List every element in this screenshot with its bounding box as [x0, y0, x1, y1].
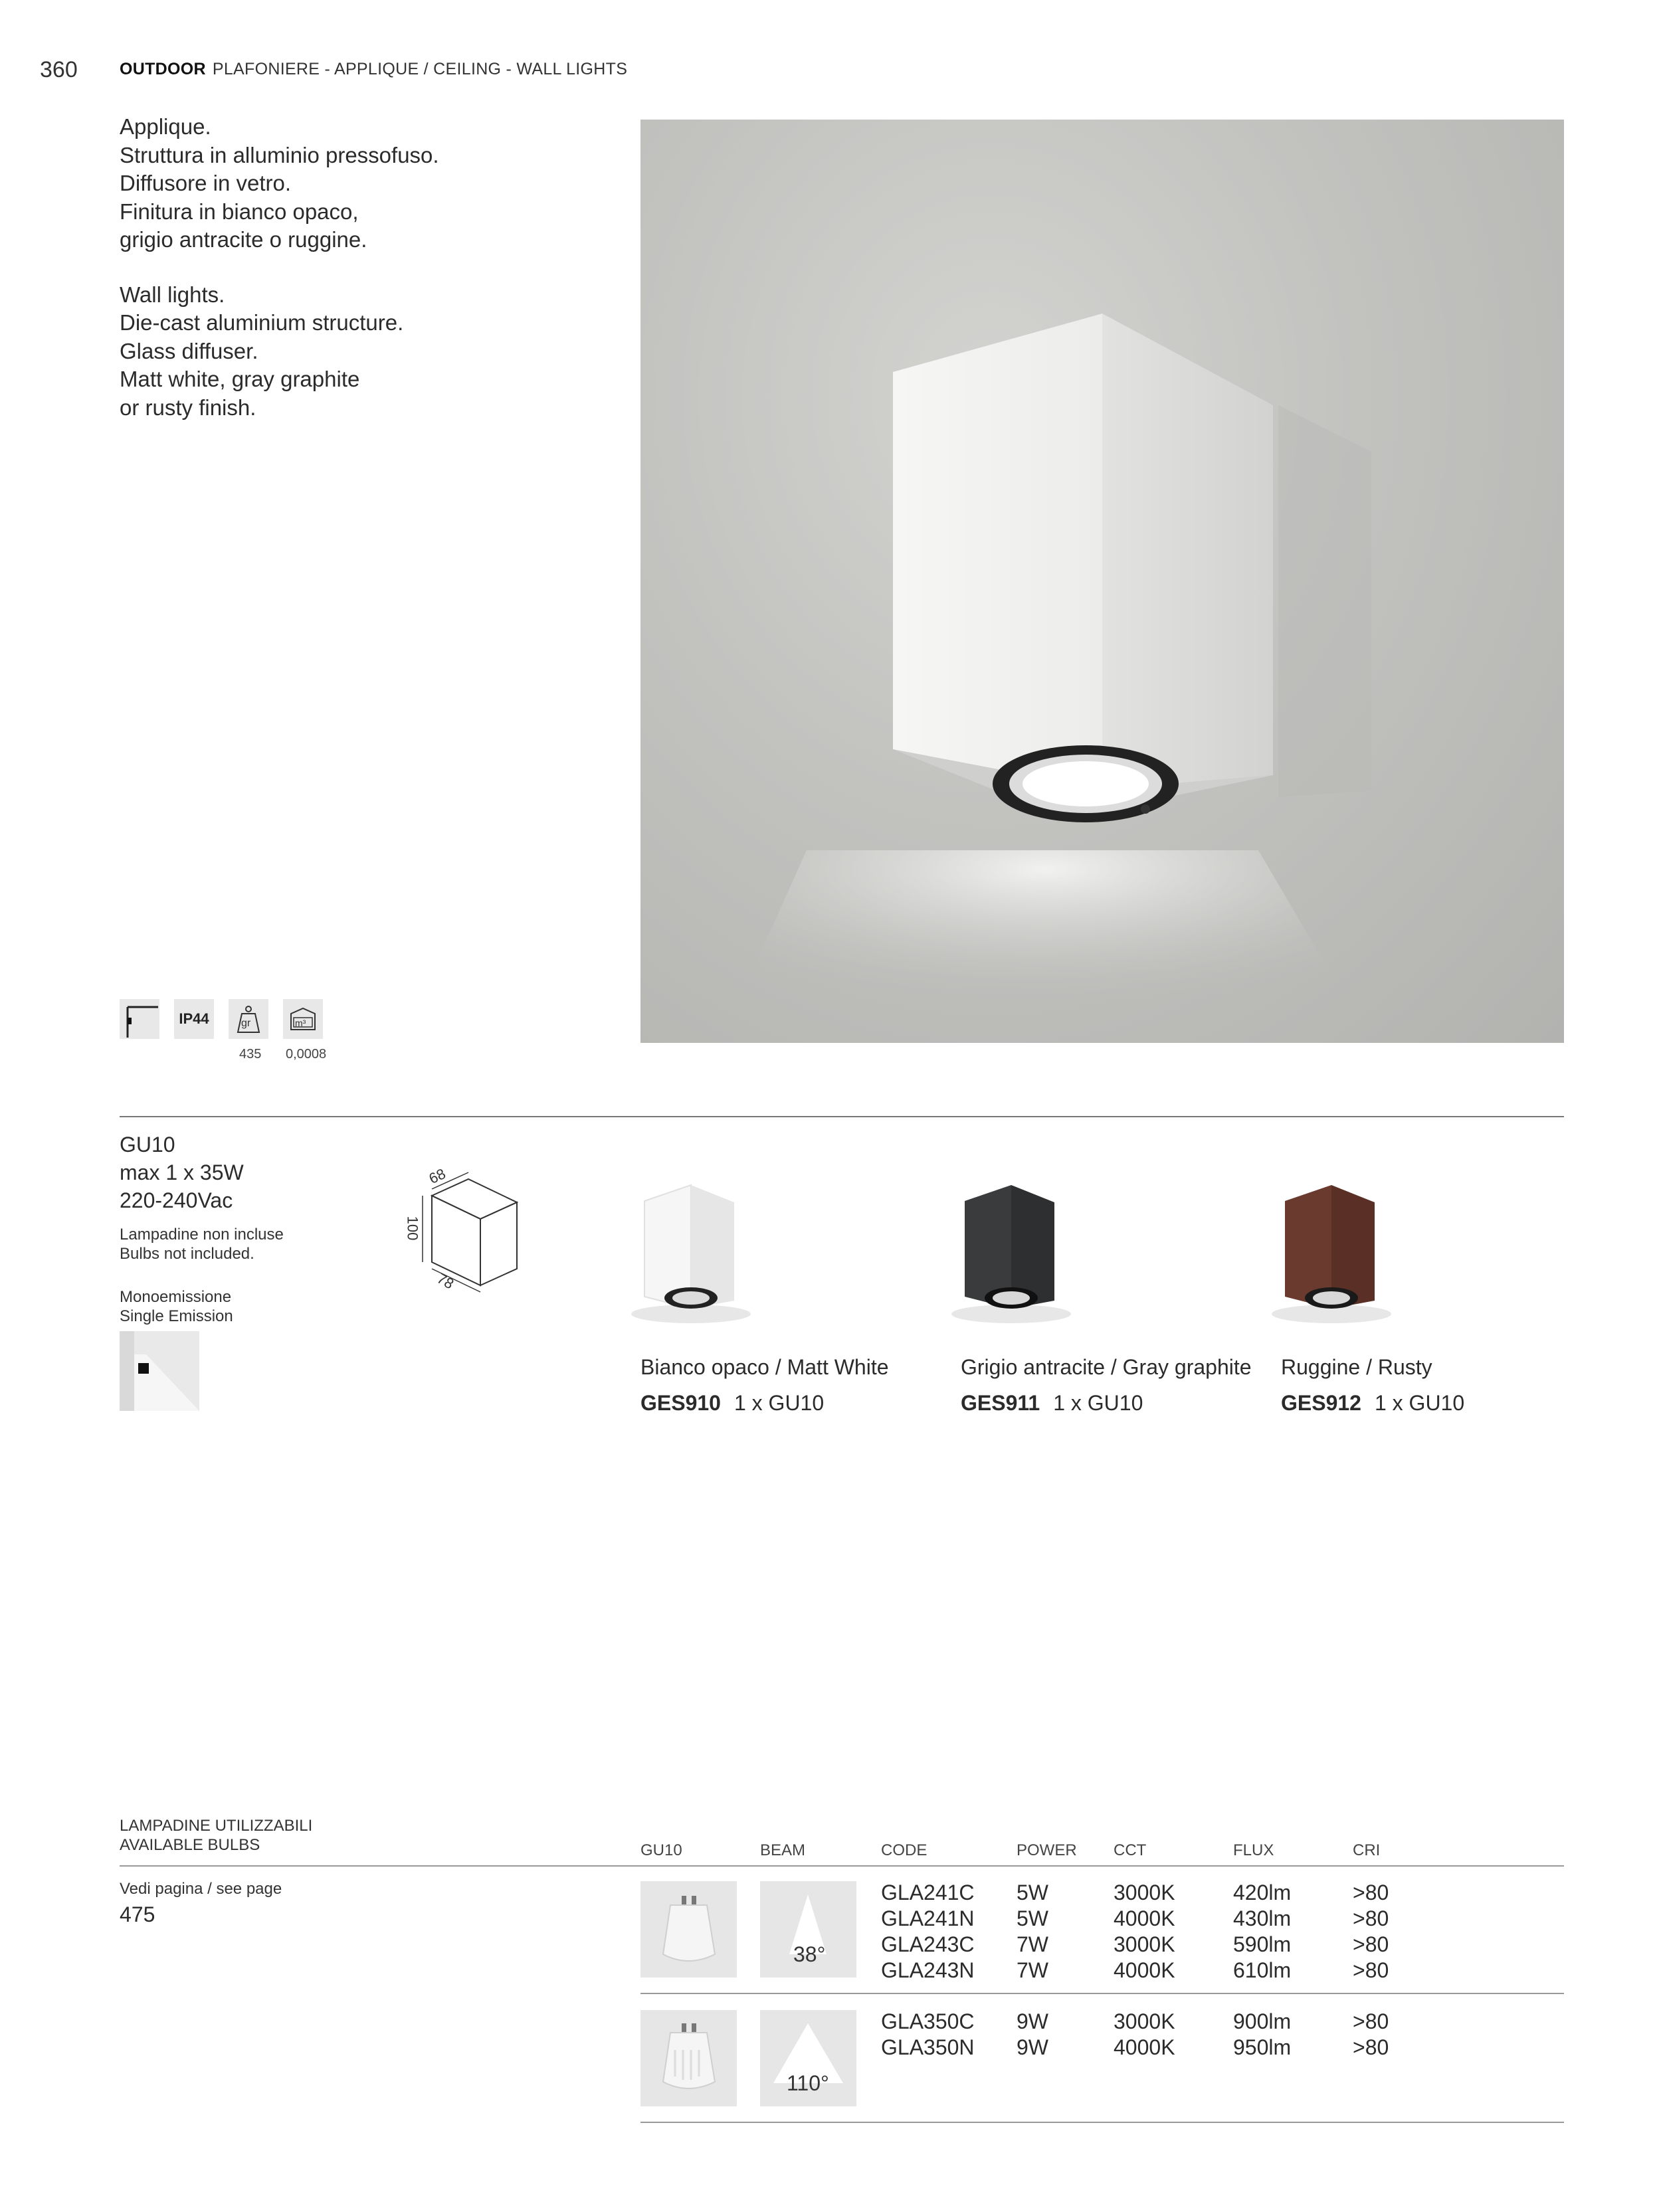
power-value: 5W: [1017, 1906, 1048, 1930]
variant-image: [618, 1176, 764, 1329]
flux-value: 900lm: [1233, 2009, 1292, 2033]
header-gu10: GU10: [640, 1841, 682, 1859]
description-line: Glass diffuser.: [120, 338, 258, 363]
power-value: 9W: [1017, 2035, 1048, 2059]
bulb-flux: [1233, 2009, 1291, 2061]
section-label: OUTDOOR: [120, 60, 206, 78]
flux-value: 610lm: [1233, 1958, 1292, 1982]
flux-value: 590lm: [1233, 1932, 1292, 1956]
note-line: Single Emission: [120, 1307, 233, 1325]
bulb-code: GLA243N: [881, 1958, 975, 1982]
cct-value: 4000K: [1114, 1958, 1175, 1982]
variant-name: Ruggine / Rusty: [1281, 1355, 1432, 1379]
variant-code: [1281, 1391, 1464, 1416]
ip-rating-icon: IP44: [174, 999, 214, 1039]
electrical-specs: [120, 1131, 244, 1214]
breadcrumb: PLAFONIERE - APPLIQUE / CEILING - WALL LIGHTS: [212, 60, 628, 78]
spec-line: GU10: [120, 1133, 175, 1156]
bulb-flux: [1233, 1880, 1291, 1983]
header-flux: FLUX: [1233, 1841, 1274, 1859]
dimension-height: 100: [404, 1216, 421, 1241]
description-line: Finitura in bianco opaco,: [120, 199, 359, 224]
beam-38-icon: [760, 1881, 856, 1978]
spec-line: max 1 x 35W: [120, 1160, 244, 1184]
wall-light-illustration: [640, 120, 1564, 1043]
flux-value: 430lm: [1233, 1906, 1292, 1930]
beam-angle: 38°: [793, 1942, 826, 1966]
product-photo: [640, 120, 1564, 1043]
description-line: Diffusore in vetro.: [120, 171, 292, 195]
see-page-label: Vedi pagina / see page: [120, 1880, 282, 1898]
bulb-cct: [1114, 2009, 1175, 2061]
page-header: [120, 60, 627, 79]
cct-value: 4000K: [1114, 1906, 1175, 1930]
weight-icon: [229, 999, 268, 1039]
weight-value: 435: [239, 1047, 262, 1061]
description-line: Applique.: [120, 114, 211, 139]
bulbs-title-line: LAMPADINE UTILIZZABILI: [120, 1817, 313, 1835]
header-cri: CRI: [1353, 1841, 1381, 1859]
page-number: 360: [40, 57, 78, 82]
emission-note: [120, 1287, 233, 1326]
cct-value: 3000K: [1114, 2009, 1175, 2033]
lamp-spec: 1 x GU10: [1374, 1391, 1465, 1415]
spec-line: 220-240Vac: [120, 1188, 233, 1212]
volume-value: 0,0008: [286, 1047, 327, 1061]
description-line: Wall lights.: [120, 282, 225, 307]
bulb-thumbnail: [640, 2010, 737, 2106]
product-code: GES910: [640, 1391, 721, 1415]
beam-angle: 110°: [787, 2071, 829, 2095]
cri-value: >80: [1353, 1906, 1389, 1930]
bulb-code: GLA350N: [881, 2035, 975, 2059]
variant-name: Bianco opaco / Matt White: [640, 1355, 889, 1379]
bulb-power: [1017, 1880, 1048, 1983]
flux-value: 950lm: [1233, 2035, 1292, 2059]
section-divider: [120, 1116, 1564, 1117]
note-line: Bulbs not included.: [120, 1245, 254, 1263]
bulbs-title: [120, 1816, 312, 1855]
power-value: 7W: [1017, 1958, 1048, 1982]
product-code: GES911: [961, 1391, 1040, 1415]
bulb-codes: [881, 2009, 975, 2061]
description-line: Matt white, gray graphite: [120, 367, 360, 391]
cct-value: 3000K: [1114, 1932, 1175, 1956]
bulbs-title-line: AVAILABLE BULBS: [120, 1836, 260, 1854]
header-code: CODE: [881, 1841, 927, 1859]
description-line: grigio antracite o ruggine.: [120, 227, 367, 252]
description-italian: [120, 113, 439, 254]
variant-code: [961, 1391, 1143, 1416]
single-emission-icon: [120, 1331, 199, 1411]
header-power: POWER: [1017, 1841, 1077, 1859]
description-line: Die-cast aluminium structure.: [120, 310, 404, 335]
beam-110-icon: [760, 2010, 856, 2106]
bulb-codes: [881, 1880, 975, 1983]
header-beam: BEAM: [760, 1841, 806, 1859]
volume-icon: [283, 999, 323, 1039]
bulb-code: GLA241N: [881, 1906, 975, 1930]
variant-code: [640, 1391, 824, 1416]
dimension-depth: 68: [426, 1165, 448, 1188]
volume-unit: m³: [295, 1018, 306, 1028]
bulb-code: GLA243C: [881, 1932, 975, 1956]
variant-image: [1258, 1176, 1405, 1329]
bulb-cri: [1353, 1880, 1389, 1983]
cri-value: >80: [1353, 2009, 1389, 2033]
cri-value: >80: [1353, 1932, 1389, 1956]
bulbs-bottom-divider: [640, 2122, 1564, 2123]
bulb-power: [1017, 2009, 1048, 2061]
cri-value: >80: [1353, 1881, 1389, 1904]
cri-value: >80: [1353, 1958, 1389, 1982]
dimension-drawing: [405, 1156, 532, 1309]
note-line: Monoemissione: [120, 1288, 232, 1306]
header-cct: CCT: [1114, 1841, 1147, 1859]
description-line: Struttura in alluminio pressofuso.: [120, 142, 439, 167]
bulb-code: GLA350C: [881, 2009, 975, 2033]
bulbs-header-divider: [120, 1865, 1564, 1867]
bulbs-note: [120, 1225, 284, 1263]
cri-value: >80: [1353, 2035, 1389, 2059]
bulb-cct: [1114, 1880, 1175, 1983]
bulb-thumbnail: [640, 1881, 737, 1978]
lamp-spec: 1 x GU10: [1053, 1391, 1143, 1415]
cct-value: 3000K: [1114, 1881, 1175, 1904]
bulb-cri: [1353, 2009, 1389, 2061]
see-page-number: 475: [120, 1902, 155, 1926]
variant-image: [938, 1176, 1084, 1329]
weight-unit: gr: [241, 1018, 251, 1029]
variant-name: Grigio antracite / Gray graphite: [961, 1355, 1252, 1379]
lamp-spec: 1 x GU10: [733, 1391, 825, 1415]
product-code: GES912: [1281, 1391, 1361, 1415]
bulbs-group-divider: [640, 1993, 1564, 1994]
bulb-code: GLA241C: [881, 1881, 975, 1904]
dimension-width: 78: [434, 1269, 457, 1293]
product-description: [120, 113, 439, 448]
description-line: or rusty finish.: [120, 395, 256, 420]
description-english: [120, 281, 439, 422]
power-value: 9W: [1017, 2009, 1048, 2033]
note-line: Lampadine non incluse: [120, 1226, 284, 1244]
power-value: 5W: [1017, 1881, 1048, 1904]
wall-mount-icon: [120, 999, 159, 1039]
flux-value: 420lm: [1233, 1881, 1292, 1904]
power-value: 7W: [1017, 1932, 1048, 1956]
cct-value: 4000K: [1114, 2035, 1175, 2059]
